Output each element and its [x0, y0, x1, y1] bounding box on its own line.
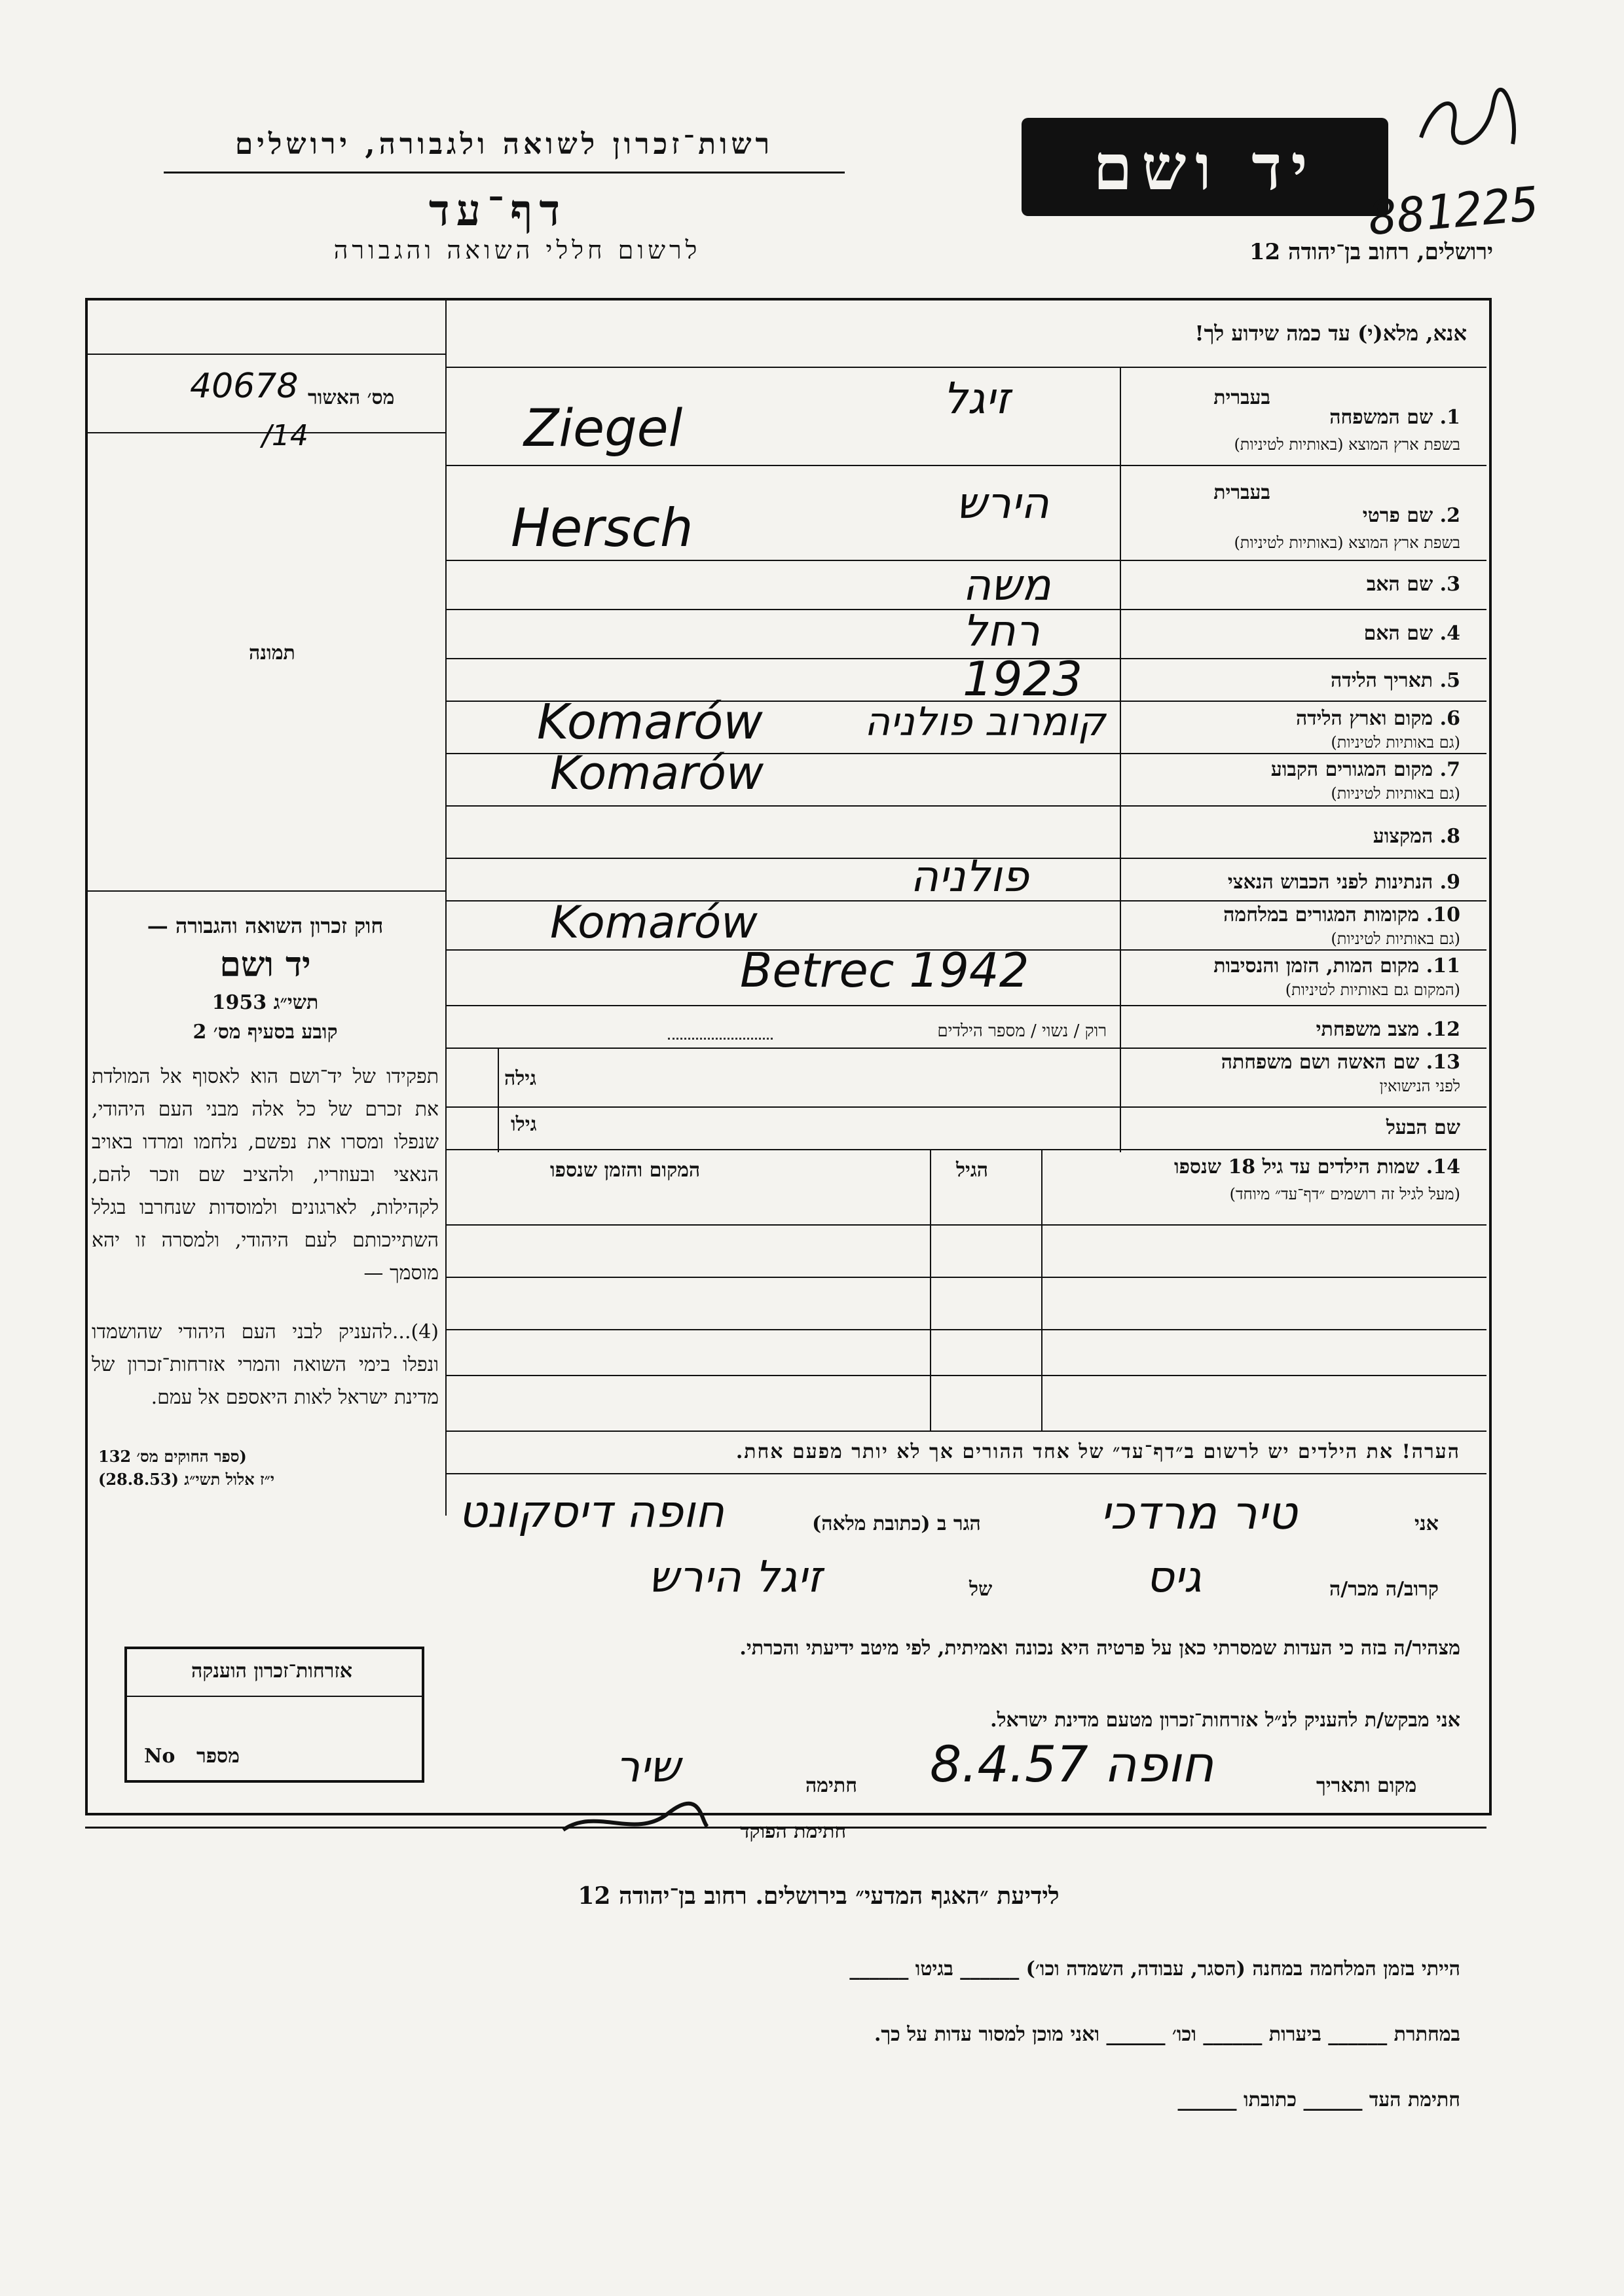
marital-options: רוק / נשוי / מספר הילדים: [937, 1021, 1107, 1041]
husband-age-label: גילו: [511, 1113, 537, 1136]
field-6-label: 6. מקום וארץ הלידה: [1295, 707, 1460, 730]
citizenship-number-label: מספר: [196, 1745, 240, 1768]
yad-vashem-logo: יד ושם: [1022, 118, 1388, 216]
file-number: 881225: [1366, 175, 1541, 246]
field-9-label: 9. הנתינות לפני הכבוש הנאצי: [1227, 871, 1460, 894]
law-body: תפקידו של יד־ושם הוא לאסוף אל המולדת את זכרם של כל אלה מבני העם היהודי, שנפלו ומסרו את נפשם, נלחמו ומרדו באויב הנאצי ובעוזריו, ולהציב שם וזכר להם, לקהילות, לארגונים ולמוסדות שנחרבו בגלל השתייכותם לעם היהודי, ולמסרה זו יהא מוסמך —: [92, 1065, 439, 1285]
relative-label: קרוב/ה מכר/ה: [1329, 1578, 1439, 1601]
children-table-bottom: [445, 1430, 1486, 1432]
citizenship-box-title: אזרחות־זכרון הוענקה: [191, 1660, 353, 1683]
field-2-label: 2. שם פרטי: [1362, 504, 1460, 527]
field-12-label: 12. מצב משפחתי: [1316, 1018, 1460, 1041]
header-rule: [164, 172, 845, 173]
children-row-4: [445, 1375, 1486, 1376]
field-5-label: 5. תאריך הלידה: [1331, 669, 1460, 692]
birthplace-hebrew: קומרוב פולניה: [864, 699, 1106, 745]
footer-line-3: חתימת העד ______ כתובתו ______: [1177, 2088, 1460, 2111]
left-column-divider: [445, 298, 447, 1516]
field-8-label: 8. המקצוע: [1373, 825, 1460, 848]
citizenship-request: אני מבקש/ת להעניק לנ״ל אזרחות־זכרון מטעם מדינת ישראל.: [990, 1709, 1460, 1732]
birthplace-latin: Komarów: [537, 694, 763, 750]
field-7-line: [445, 805, 1486, 807]
children-col-2: [930, 1149, 931, 1430]
field-14-sub: (מעל לגיל זה רושמים ״דף־עד״ מיוחד): [1229, 1185, 1460, 1203]
husband-label: שם הבעל: [1386, 1116, 1460, 1139]
of-label: של: [969, 1578, 993, 1601]
law-heading: חוק זכרון השואה והגבורה —: [147, 913, 384, 938]
field-10-sub: (גם באותיות לטיניות): [1331, 930, 1460, 948]
place-date-label: מקום ותאריך: [1316, 1774, 1417, 1797]
law-source-date: י״ז אלול תשי״ג (28.8.53): [98, 1470, 275, 1489]
note-line: [445, 1473, 1486, 1474]
surname-hebrew: זיגל: [943, 373, 1010, 424]
nationality: פולניה: [910, 851, 1029, 902]
field-11-sub: (המקום גם באותיות לטיניות): [1285, 981, 1460, 999]
field-4-label: 4. שם האם: [1363, 622, 1460, 645]
footer-title: לידיעת ״האגף המדעי״ בירושלים. רחוב בן־יהודה 12: [578, 1882, 1060, 1910]
witness-i-label: אני: [1414, 1512, 1439, 1535]
instruction: אנא, מלא(י) עד כמה שידוע לך!: [1194, 321, 1467, 346]
children-row-1: [445, 1224, 1486, 1226]
field-12-line: [445, 1048, 1486, 1049]
witness-name: טיר מרדכי: [1100, 1486, 1297, 1540]
relation: גיס: [1146, 1552, 1202, 1602]
relative-of: זיגל הירש: [648, 1552, 822, 1602]
officer-signature-label: חתימת הפוקד: [740, 1820, 847, 1843]
note: הערה! את הילדים יש לרשום ב״דף־עד״ של אחד ההורים אך לא יותר מפעם אחת.: [735, 1440, 1460, 1463]
children-age-col: הגיל: [956, 1159, 989, 1182]
wife-age-label: גילה: [504, 1067, 537, 1090]
witness-address: חופה דיסקונט: [458, 1486, 725, 1538]
place-date: חופה 8.4.57: [930, 1735, 1214, 1793]
father-name: משה: [963, 560, 1051, 610]
given-name-latin: Hersch: [511, 498, 693, 558]
age-col-divider: [498, 1048, 499, 1152]
field-14-label: 14. שמות הילדים עד גיל 18 שנספו: [1173, 1156, 1460, 1178]
declaration: מצהיר/ה בזה כי העדות שמסרתי כאן על פרטיה היא נכונה ואמיתית, לפי מיטב ידיעתי והכרתי.: [739, 1637, 1460, 1660]
witness-signature: שיר: [616, 1741, 680, 1792]
field-10-label: 10. מקומות המגורים במלחמה: [1223, 903, 1460, 926]
organization-name: רשות־זכרון לשואה ולגבורה, ירושלים: [234, 128, 774, 161]
birth-date: 1923: [963, 651, 1083, 706]
photo-label: תמונה: [249, 642, 295, 665]
law-year: תשי״ג 1953: [212, 991, 319, 1014]
field-6-sub: (גם באותיות לטיניות): [1331, 733, 1460, 752]
death-place-date: Betrec 1942: [740, 943, 1029, 998]
witness-address-label: הגר ב (כתובת מלאה): [812, 1512, 981, 1535]
citizenship-no: No: [144, 1745, 175, 1768]
husband-line: [445, 1149, 1486, 1150]
citizenship-box-divider: [124, 1696, 424, 1697]
permit-label: מס׳ האשור: [308, 386, 395, 409]
children-row-3: [445, 1329, 1486, 1330]
surname-latin: Ziegel: [524, 399, 683, 458]
children-col-1: [1041, 1149, 1043, 1430]
law-clause: קובע בסעיף מס׳ 2: [193, 1021, 338, 1044]
mother-name: רחל: [963, 606, 1040, 656]
field-13-sub: לפני הנישואין: [1379, 1077, 1460, 1095]
field-13-line: [445, 1106, 1486, 1108]
field-7-label: 7. מקום המגורים הקבוע: [1270, 758, 1460, 781]
children-count-line[interactable]: [668, 1038, 773, 1040]
initials-signature-icon: [1414, 85, 1526, 164]
in-hebrew-label-1: בעברית: [1213, 386, 1270, 409]
field-1-sub: בשפת ארץ המוצא (באותיות לטיניות): [1234, 435, 1460, 454]
permit-sub: /14: [262, 419, 308, 452]
permit-row-top: [85, 354, 445, 355]
fields-top: [445, 367, 1486, 368]
field-7-sub: (גם באותיות לטיניות): [1331, 784, 1460, 803]
form-purpose: לרשום חללי השואה והגבורה: [333, 236, 701, 264]
footer-line-2: במחתרת ______ ביערות ______ וכו׳ ______ ואני מוכן למסור עדות על כך.: [874, 2023, 1460, 2046]
field-11-label: 11. מקום המות, הזמן והנסיבות: [1213, 955, 1460, 977]
residence-latin: Komarów: [550, 746, 764, 800]
label-value-divider: [1120, 367, 1121, 1152]
law-box: [95, 913, 435, 1044]
law-box-top: [85, 890, 445, 892]
law-yad-vashem: יד ושם: [219, 945, 311, 985]
footer-frame: [85, 1827, 1486, 2169]
footer-line-1: הייתי בזמן המלחמה במחנה (הסגר, עבודה, השמדה וכו׳) ______ בגיטו ______: [849, 1958, 1460, 1980]
field-3-label: 3. שם האב: [1366, 573, 1460, 596]
field-11-line: [445, 1005, 1486, 1006]
law-clause-4: (4)...להעניק לבני העם היהודי שהושמדו ונפלו בימי השואה והמרי אזרחות־זכרון של מדינת ישראל לאות היאספם אל עמם.: [92, 1321, 439, 1409]
address: ירושלים, רחוב בן־יהודה 12: [1249, 239, 1493, 265]
field-1-label: 1. שם המשפחה: [1329, 406, 1460, 429]
law-source: (ספר החוקים מס׳ 132: [98, 1447, 247, 1466]
page-title: דף־עד: [428, 185, 567, 236]
children-row-2: [445, 1277, 1486, 1278]
in-hebrew-label-2: בעברית: [1213, 481, 1270, 504]
given-name-hebrew: הירש: [956, 478, 1049, 528]
signature-label: חתימה: [805, 1774, 857, 1797]
wartime-residence: Komarów: [550, 897, 758, 949]
field-13-label: 13. שם האשה ושם משפחתה: [1221, 1051, 1460, 1074]
children-place-col: המקום והזמן שנספו: [550, 1159, 701, 1182]
permit-number: 40678: [190, 367, 299, 406]
field-2-sub: בשפת ארץ המוצא (באותיות לטיניות): [1234, 534, 1460, 552]
field-1-line: [445, 465, 1486, 466]
